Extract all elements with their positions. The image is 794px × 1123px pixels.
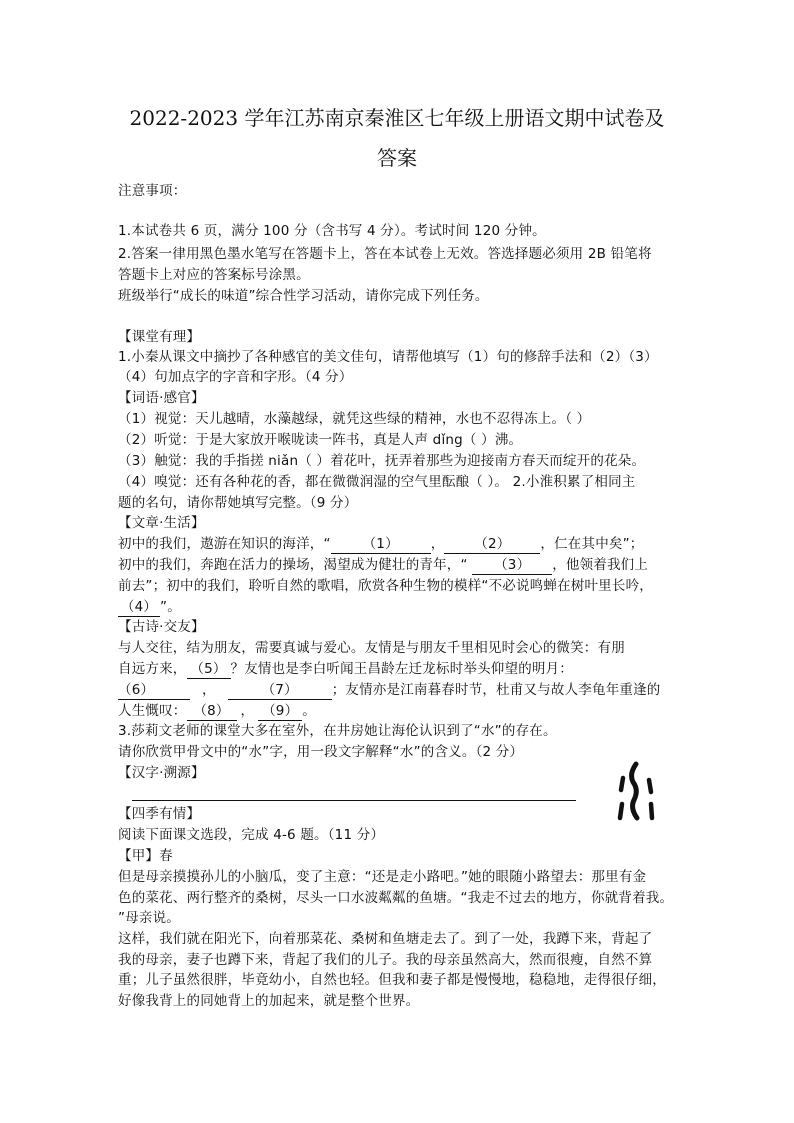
text: ， [240, 703, 255, 719]
passage-line: ”母亲说。 [118, 910, 180, 926]
text: 自远方来， [118, 661, 187, 677]
passage-line: 但是母亲摸摸孙儿的小脑瓜，变了主意：“还是走小路吧。”她的眼随小路望去：那里有金 [118, 869, 647, 885]
passage-line: 色的菜花、两行整齐的桑树，尽头一口水波粼粼的鱼塘。“我走不过去的地方，你就背着我。 [118, 890, 674, 906]
blank-7[interactable]: （7） [228, 682, 332, 700]
text-line: 前去”；初中的我们，聆听自然的歌唱，欣赏各种生物的模样“不必说鸣蝉在树叶里长吟， [118, 578, 653, 594]
text: 。 [302, 703, 316, 719]
subsection-heading: 【古诗·交友】 [118, 619, 205, 635]
blank-5[interactable]: （5） [187, 661, 231, 679]
doc-title-line1: 2022-2023 学年江苏南京秦淮区七年级上册语文期中试卷及 [129, 106, 665, 130]
text: ， [202, 682, 216, 698]
text: 人生慨叹： [118, 703, 187, 719]
passage-line: 我的母亲，妻子也蹲下来，背起了我们的儿子。我的母亲虽然高大，然而很瘦，自然不算 [118, 952, 653, 968]
activity-intro: 班级举行“成长的味道”综合性学习活动，请你完成下列任务。 [118, 288, 489, 304]
notice-heading: 注意事项： [118, 183, 187, 199]
passage-line: 重；儿子虽然很胖，毕竟幼小，自然也轻。但我和妻子都是慢慢地，稳稳地，走得很仔细， [118, 972, 666, 988]
text: ， [430, 536, 445, 552]
blank-6[interactable]: （6） [118, 682, 190, 700]
passage-line: 好像我背上的同她背上的加起来，就是整个世界。 [118, 993, 420, 1009]
reading-intro: 阅读下面课文选段，完成 4-6 题。（11 分） [118, 827, 385, 843]
text-line [118, 680, 661, 700]
answer-line[interactable] [132, 800, 576, 801]
blank-3[interactable]: （3） [472, 557, 552, 575]
sense-line-4: （4）嗅觉：还有各种花的香，都在微微润湿的空气里酝酿（ ）。 2.小淮积累了相同主 [118, 474, 636, 490]
question-3b: 请你欣赏甲骨文中的“水”字，用一段文字解释“水”的含义。（2 分） [118, 744, 524, 760]
sense-line-2: （2）听觉：于是大家放开喉咙读一阵书，真是人声 dǐng（ ）沸。 [118, 432, 523, 448]
text-line [118, 701, 316, 721]
subsection-heading: 【文章·生活】 [118, 515, 205, 531]
sense-line-1: （1）视觉：天儿越晴，水藻越绿，就凭这些绿的精神，水也不忍得冻上。（ ） [118, 411, 591, 427]
section-heading: 【四季有情】 [118, 806, 201, 822]
notice-item-1: 1.本试卷共 6 页，满分 100 分（含书写 4 分）。考试时间 120 分钟。 [118, 223, 546, 239]
blank-1[interactable]: （1） [331, 536, 431, 554]
text-line [118, 659, 573, 679]
blank-8[interactable]: （8） [187, 703, 237, 721]
blank-4[interactable]: （4） [118, 599, 160, 617]
subsection-heading: 【词语·感官】 [118, 390, 205, 406]
notice-item-2a: 2.答案一律用黑色墨水笔写在答题卡上，答在本试卷上无效。答选择题必须用 2B 铅笔将 [118, 246, 652, 262]
oracle-water-glyph-image [615, 760, 660, 825]
question-1a: 1.小秦从课文中摘抄了各种感官的美文佳句，请帮他填写（1）句的修辞手法和（2）（3） [118, 349, 658, 365]
text-line [118, 597, 181, 617]
subsection-heading: 【汉字·溯源】 [118, 765, 205, 781]
text: 初中的我们，遨游在知识的海洋，“ [118, 536, 331, 552]
doc-title-line2: 答案 [377, 146, 417, 170]
blank-9[interactable]: （9） [258, 703, 302, 721]
text-line: 与人交往，结为朋友，需要真诚与爱心。友情是与朋友千里相见时会心的微笑：有朋 [118, 640, 625, 656]
text: ？友情也是李白听闻王昌龄左迁龙标时举头仰望的明月： [230, 661, 573, 677]
sense-line-3: （3）触觉：我的手指搓 niǎn（ ）着花叶，抚弄着那些为迎接南方春天而绽开的花朵。 [118, 453, 646, 469]
notice-item-2b: 答题卡上对应的答案标号涂黑。 [118, 267, 310, 283]
question-2-cont: 题的名句，请你帮她填写完整。（9 分） [118, 495, 358, 511]
question-1b: （4）句加点字的字音和字形。（4 分） [118, 369, 353, 385]
text-line [118, 534, 644, 554]
text: ，仁在其中矣”； [540, 536, 644, 552]
section-heading: 【课堂有理】 [118, 329, 201, 345]
question-3a: 3.莎莉文老师的课堂大多在室外，在井房她让海伦认识到了“水”的存在。 [118, 723, 557, 739]
text: 初中的我们，奔跑在活力的操场，渴望成为健壮的青年，“ [118, 557, 473, 573]
text: ，他领着我们上 [552, 557, 649, 573]
text: ；友情亦是江南暮春时节，杜甫又与故人李龟年重逢的 [331, 682, 661, 698]
text: ”。 [160, 599, 181, 615]
passage-title: 【甲】春 [118, 848, 173, 864]
passage-line: 这样，我们就在阳光下，向着那菜花、桑树和鱼塘走去了。到了一处，我蹲下来，背起了 [118, 931, 653, 947]
text-line [118, 555, 648, 575]
blank-2[interactable]: （2） [444, 536, 540, 554]
